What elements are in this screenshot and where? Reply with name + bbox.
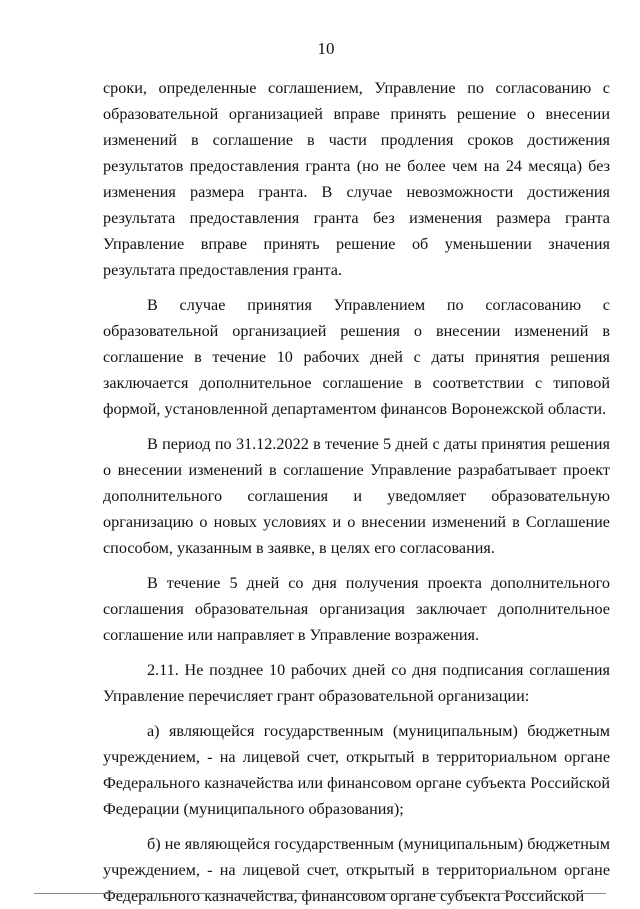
page-number: 10 (317, 39, 335, 58)
paragraph-additional-agreement: В случае принятия Управлением по согласованию с образовательной организацией решения о внесении изменений в соглашение в течение 10 рабочих дней с даты принятия решения заключается дополнительное соглашение в соответствии с типовой формой, установленной департаментом финансов Воронежской области. (103, 296, 610, 418)
paragraph-continuation: сроки, определенные соглашением, Управление по согласованию с образовательной организацией вправе принять решение о внесении изменений в соглашение в части продления сроков достижения результатов предоставления гранта (но не более чем на 24 месяца) без изменения размера гранта. В случае невозможности достижения результата предоставления гранта без изменения размера гранта Управление вправе принять решение об уменьшении значения результата предоставления гранта. (103, 79, 610, 279)
paragraph-item-b: б) не являющейся государственным (муниципальным) бюджетным учреждением, - на лицевой счет, открытый в территориальном органе Федерального казначейства, финансовом органе субъекта Российской (103, 835, 610, 905)
document-body (103, 75, 610, 909)
bottom-divider (34, 893, 606, 894)
paragraph-item-a: а) являющейся государственным (муниципальным) бюджетным учреждением, - на лицевой счет, открытый в территориальном органе Федерального казначейства или финансовом органе субъекта Российской Федерации (муниципального образования); (103, 722, 610, 818)
paragraph-five-days: В течение 5 дней со дня получения проекта дополнительного соглашения образовательная организация заключает дополнительное соглашение или направляет в Управление возражения. (103, 574, 610, 644)
paragraph-period-2022: В период по 31.12.2022 в течение 5 дней с даты принятия решения о внесении изменений в соглашение Управление разрабатывает проект дополнительного соглашения и уведомляет образовательную организацию о новых условиях и о внесении изменений в Соглашение способом, указанным в заявке, в целях его согласования. (103, 435, 610, 557)
paragraph-section-2-11: 2.11. Не позднее 10 рабочих дней со дня подписания соглашения Управление перечисляет грант образовательной организации: (103, 661, 610, 705)
